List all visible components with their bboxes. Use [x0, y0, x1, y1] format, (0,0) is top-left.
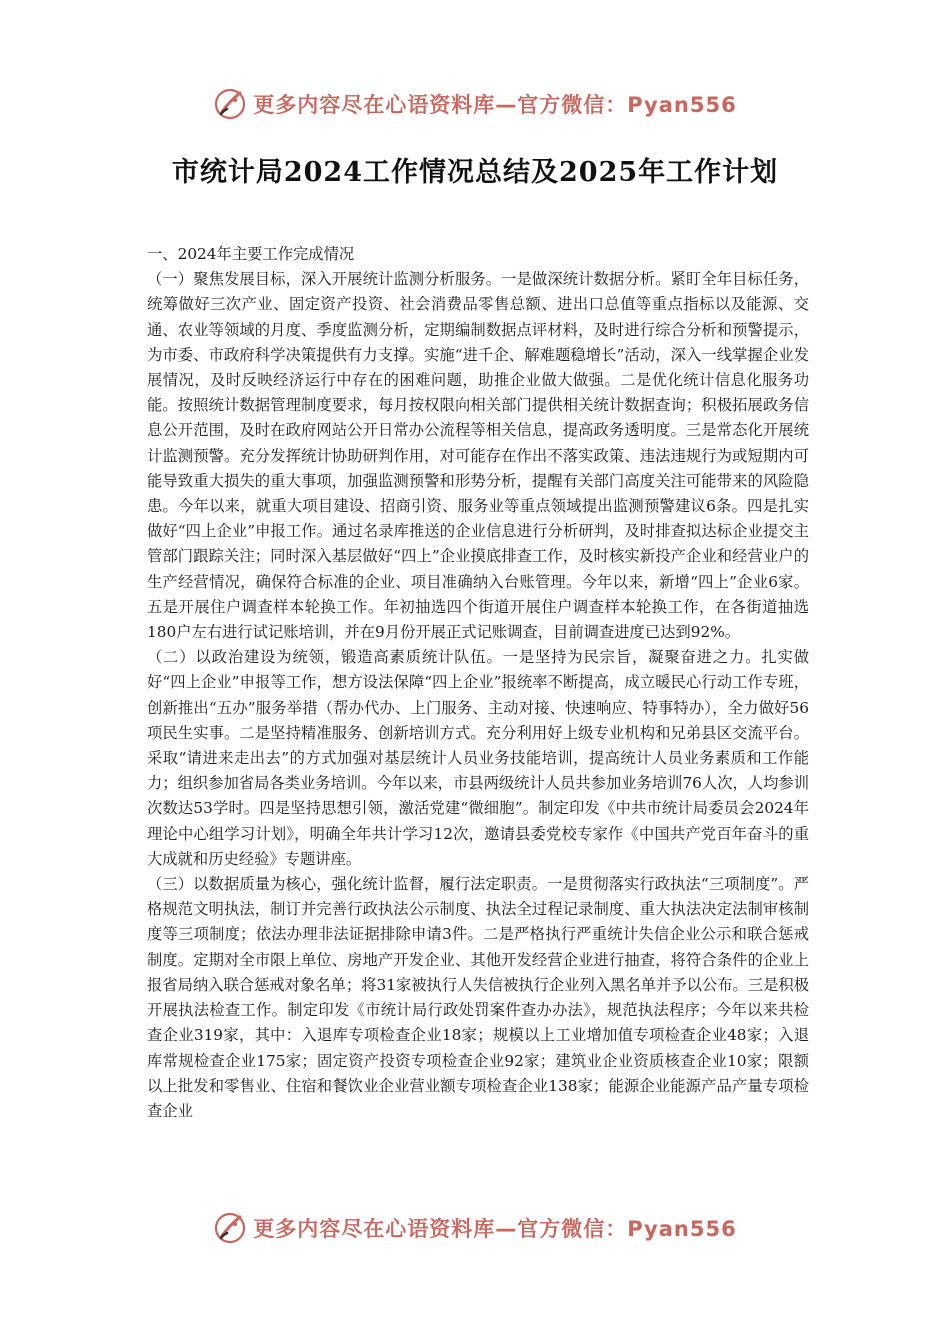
- footer-watermark-banner: [0, 1208, 950, 1248]
- document-body: [147, 242, 809, 1124]
- brush-logo-icon: [213, 1211, 247, 1245]
- section-heading: 一、2024年主要工作完成情况: [147, 245, 355, 263]
- paragraph-3: （三）以数据质量为核心，强化统计监督，履行法定职责。一是贯彻落实行政执法“三项制度”。严格规范文明执法，制订并完善行政执法公示制度、执法全过程记录制度、重大执法决定法制审核制度等三项制度；依法办理非法证据排除申请3件。二是严格执行严重统计失信企业公示和联合惩戒制度。定期对全市限上单位、房地产开发企业、其他开发经营企业进行抽查，将符合条件的企业上报省局纳入联合惩戒对象名单；将31家被执行人失信被执行企业列入黑名单并予以公布。三是积极开展执法检查工作。制定印发《市统计局行政处罚案件查办办法》，规范执法程序；今年以来共检查企业319家，其中：入退库专项检查企业18家；规模以上工业增加值专项检查企业48家；入退库常规检查企业175家；固定资产投资专项检查企业92家；建筑业企业资质核查企业10家；限额以上批发和零售业、住宿和餐饮业企业营业额专项检查企业138家；能源企业能源产品产量专项检查企业: [147, 875, 809, 1120]
- paragraph-2: （二）以政治建设为统领，锻造高素质统计队伍。一是坚持为民宗旨，凝聚奋进之力。扎实做好“四上企业”申报等工作，想方设法保障“四上企业”报统率不断提高，成立暖民心行动工作专班，创新推出“五办”服务举措（帮办代办、上门服务、主动对接、快速响应、特事特办），全力做好56项民生实事。二是坚持精准服务、创新培训方式。充分利用好上级专业机构和兄弟县区交流平台。采取“请进来走出去”的方式加强对基层统计人员业务技能培训，提高统计人员业务素质和工作能力；组织参加省局各类业务培训。今年以来，市县两级统计人员共参加业务培训76人次，人均参训次数达53学时。四是坚持思想引领，激活党建“微细胞”。制定印发《中共市统计局委员会2024年理论中心组学习计划》，明确全年共计学习12次，邀请县委党校专家作《中国共产党百年奋斗的重大成就和历史经验》专题讲座。: [147, 648, 809, 868]
- brush-logo-icon: [213, 87, 247, 121]
- footer-watermark-text: 更多内容尽在心语资料库—官方微信：Pyan556: [253, 1217, 737, 1241]
- paragraph-1: （一）聚焦发展目标，深入开展统计监测分析服务。一是做深统计数据分析。紧盯全年目标任务，统筹做好三次产业、固定资产投资、社会消费品零售总额、进出口总值等重点指标以及能源、交通、农业等领域的月度、季度监测分析，定期编制数据点评材料，及时进行综合分析和预警提示，为市委、市政府科学决策提供有力支撑。实施“进千企、解难题稳增长”活动，深入一线掌握企业发展情况，及时反映经济运行中存在的困难问题，助推企业做大做强。二是优化统计信息化服务功能。按照统计数据管理制度要求，每月按权限向相关部门提供相关统计数据查询；积极拓展政务信息公开范围，及时在政府网站公开日常办公流程等相关信息，提高政务透明度。三是常态化开展统计监测预警。充分发挥统计协助研判作用，对可能存在作出不落实政策、违法违规行为或短期内可能导致重大损失的重大事项，加强监测预警和形势分析，提醒有关部门高度关注可能带来的风险隐患。今年以来，就重大项目建设、招商引资、服务业等重点领域提出监测预警建议6条。四是扎实做好“四上企业”申报工作。通过名录库推送的企业信息进行分析研判，及时排查拟达标企业提交主管部门跟踪关注；同时深入基层做好“四上”企业摸底排查工作，及时核实新投产企业和经营业户的生产经营情况，确保符合标准的企业、项目准确纳入台账管理。今年以来，新增“四上”企业6家。五是开展住户调查样本轮换工作。年初抽选四个街道开展住户调查样本轮换工作，在各街道抽选180户左右进行试记账培训，并在9月份开展正式记账调查，目前调查进度已达到92%。: [147, 270, 809, 642]
- document-title: 市统计局2024工作情况总结及2025年工作计划: [171, 157, 779, 188]
- header-watermark-text: 更多内容尽在心语资料库—官方微信：Pyan556: [253, 93, 737, 117]
- header-watermark-banner: [0, 84, 950, 124]
